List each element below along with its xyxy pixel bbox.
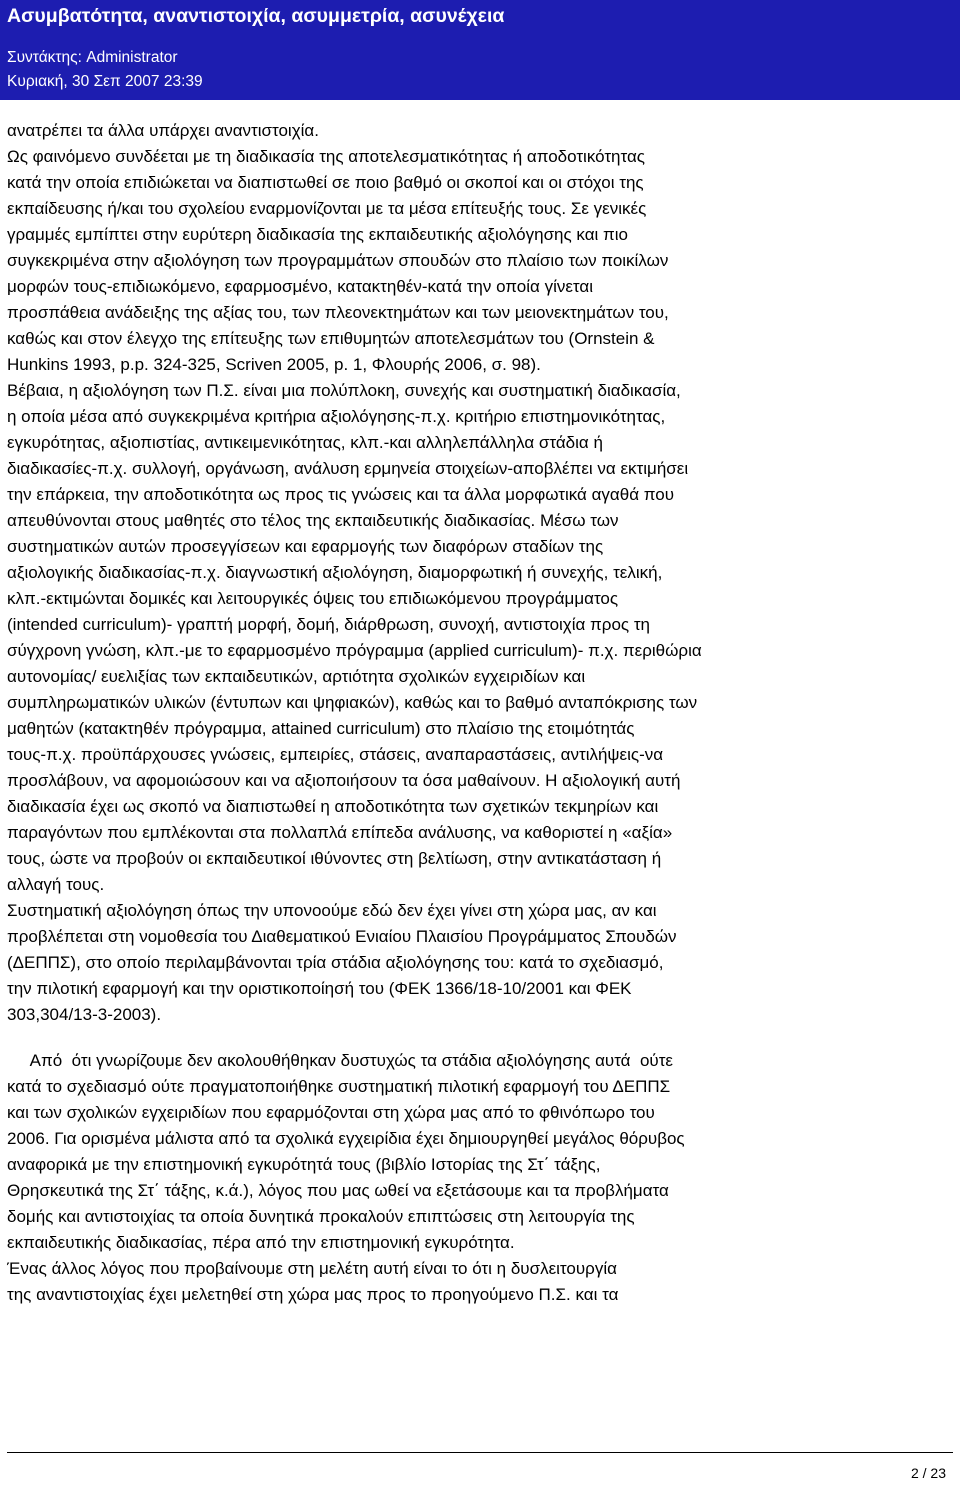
- text-line: εγκυρότητας, αξιοπιστίας, αντικειμενικότητας, κλπ.-και αλληλεπάλληλα στάδια ή: [7, 433, 603, 452]
- text-line: Θρησκευτικά της Στ΄ τάξης, κ.ά.), λόγος που μας ωθεί να εξετάσουμε και τα προβλήματα: [7, 1181, 669, 1200]
- text-line: Ως φαινόμενο συνδέεται με τη διαδικασία της αποτελεσματικότητας ή αποδοτικότητας: [7, 147, 645, 166]
- text-line: η οποία μέσα από συγκεκριμένα κριτήρια αξιολόγησης-π.χ. κριτήριο επιστημονικότητας,: [7, 407, 666, 426]
- text-line: την πιλοτική εφαρμογή και την οριστικοποίησή του (ΦΕΚ 1366/18-10/2001 και ΦΕΚ: [7, 979, 632, 998]
- text-line: κατά το σχεδιασμό ούτε πραγματοποιήθηκε συστηματική πιλοτική εφαρμογή του ΔΕΠΠΣ: [7, 1077, 671, 1096]
- text-block-1: [7, 118, 953, 1028]
- text-line: Βέβαια, η αξιολόγηση των Π.Σ. είναι μια πολύπλοκη, συνεχής και συστηματική διαδικασία,: [7, 381, 681, 400]
- text-line: Ένας άλλος λόγος που προβαίνουμε στη μελέτη αυτή είναι το ότι η δυσλειτουργία: [7, 1259, 617, 1278]
- article-date: Κυριακή, 30 Σεπ 2007 23:39: [7, 73, 203, 90]
- text-line: αναφορικά με την επιστημονική εγκυρότητά τους (βιβλίο Ιστορίας της Στ΄ τάξης,: [7, 1155, 601, 1174]
- text-line: Hunkins 1993, p.p. 324-325, Scriven 2005, p. 1, Φλουρής 2006, σ. 98).: [7, 355, 541, 374]
- text-line: αλλαγή τους.: [7, 875, 105, 894]
- text-line: εκπαιδευτικής διαδικασίας, πέρα από την επιστημονική εγκυρότητα.: [7, 1233, 515, 1252]
- text-line: μαθητών (κατακτηθέν πρόγραμμα, attained curriculum) στο πλαίσιο της ετοιμότητάς: [7, 719, 635, 738]
- text-line: (intended curriculum)- γραπτή μορφή, δομή, διάρθρωση, συνοχή, αντιστοιχία προς τη: [7, 615, 650, 634]
- text-line: απευθύνονται στους μαθητές στο τέλος της εκπαιδευτικής διαδικασίας. Μέσω των: [7, 511, 619, 530]
- text-line: προσλάβουν, να αφομοιώσουν και να αξιοποιήσουν τα όσα μαθαίνουν. Η αξιολογική αυτή: [7, 771, 681, 790]
- text-line: εκπαίδευσης ή/και του σχολείου εναρμονίζονται με τα μέσα επίτευξής τους. Σε γενικές: [7, 199, 647, 218]
- text-line: αξιολογικής διαδικασίας-π.χ. διαγνωστική αξιολόγηση, διαμορφωτική ή συνεχής, τελική,: [7, 563, 663, 582]
- text-line: συστηματικών αυτών προσεγγίσεων και εφαρμογής των διαφόρων σταδίων της: [7, 537, 604, 556]
- text-line: Συστηματική αξιολόγηση όπως την υπονοούμε εδώ δεν έχει γίνει στη χώρα μας, αν και: [7, 901, 657, 920]
- text-line: κλπ.-εκτιμώνται δομικές και λειτουργικές όψεις του επιδιωκόμενου προγράμματος: [7, 589, 619, 608]
- text-line: Από ότι γνωρίζουμε δεν ακολουθήθηκαν δυστυχώς τα στάδια αξιολόγησης αυτά ούτε: [7, 1051, 673, 1070]
- text-line: 2006. Για ορισμένα μάλιστα από τα σχολικά εγχειρίδια έχει δημιουργηθεί μεγάλος θόρυβος: [7, 1129, 685, 1148]
- text-line: την επάρκεια, την αποδοτικότητα ως προς τις γνώσεις και τα άλλα μορφωτικά αγαθά που: [7, 485, 675, 504]
- text-line: και των σχολικών εγχειριδίων που εφαρμόζονται στη χώρα μας από το φθινόπωρο του: [7, 1103, 655, 1122]
- text-line: αυτονομίας/ ευελιξίας των εκπαιδευτικών, αρτιότητα σχολικών εγχειριδίων και: [7, 667, 586, 686]
- text-line: διαδικασίες-π.χ. συλλογή, οργάνωση, ανάλυση ερμηνεία στοιχείων-αποβλέπει να εκτιμήσει: [7, 459, 689, 478]
- text-line: προσπάθεια ανάδειξης της αξίας του, των πλεονεκτημάτων και των μειονεκτημάτων του,: [7, 303, 669, 322]
- header-bar: [0, 0, 960, 100]
- text-line: παραγόντων που εμπλέκονται στα πολλαπλά επίπεδα ανάλυσης, να καθοριστεί η «αξία»: [7, 823, 673, 842]
- text-line: συγκεκριμένα στην αξιολόγηση των προγραμμάτων σπουδών στο πλαίσιο των ποικίλων: [7, 251, 669, 270]
- text-block-2: [7, 1048, 953, 1308]
- text-line: ανατρέπει τα άλλα υπάρχει αναντιστοιχία.: [7, 121, 319, 140]
- text-line: δομής και αντιστοιχίας τα οποία δυνητικά προκαλούν επιπτώσεις στη λειτουργία της: [7, 1207, 635, 1226]
- text-line: (ΔΕΠΠΣ), στο οποίο περιλαμβάνονται τρία στάδια αξιολόγησης του: κατά το σχεδιασμό,: [7, 953, 664, 972]
- text-line: 303,304/13-3-2003).: [7, 1005, 162, 1024]
- paragraph-gap: [7, 1028, 953, 1048]
- article-body: [7, 118, 953, 1308]
- text-line: διαδικασία έχει ως σκοπό να διαπιστωθεί η αποδοτικότητα των σχετικών τεκμηρίων και: [7, 797, 659, 816]
- text-line: συμπληρωματικών υλικών (έντυπων και ψηφιακών), καθώς και το βαθμό ανταπόκρισης των: [7, 693, 698, 712]
- article-author: Συντάκτης: Administrator: [7, 49, 178, 66]
- text-line: κατά την οποία επιδιώκεται να διαπιστωθεί σε ποιο βαθμό οι σκοποί και οι στόχοι της: [7, 173, 644, 192]
- text-line: τους-π.χ. προϋπάρχουσες γνώσεις, εμπειρίες, στάσεις, αναπαραστάσεις, αντιλήψεις-να: [7, 745, 664, 764]
- text-line: της αναντιστοιχίας έχει μελετηθεί στη χώρα μας προς το προηγούμενο Π.Σ. και τα: [7, 1285, 619, 1304]
- article-title: Ασυμβατότητα, αναντιστοιχία, ασυμμετρία, ασυνέχεια: [7, 5, 505, 27]
- text-line: μορφών τους-επιδιωκόμενο, εφαρμοσμένο, κατακτηθέν-κατά την οποία γίνεται: [7, 277, 594, 296]
- text-line: τους, ώστε να προβούν οι εκπαιδευτικοί ιθύνοντες στη βελτίωση, στην αντικατάσταση ή: [7, 849, 662, 868]
- text-line: προβλέπεται στη νομοθεσία του Διαθεματικού Ενιαίου Πλαισίου Προγράμματος Σπουδών: [7, 927, 677, 946]
- text-line: γραμμές εμπίπτει στην ευρύτερη διαδικασία της εκπαιδευτικής αξιολόγησης και πιο: [7, 225, 629, 244]
- text-line: σύγχρονη γνώση, κλπ.-με το εφαρμοσμένο πρόγραμμα (applied curriculum)- π.χ. περιθώρια: [7, 641, 702, 660]
- footer-divider: [7, 1452, 953, 1453]
- text-line: καθώς και στον έλεγχο της επίτευξης των επιθυμητών αποτελεσμάτων του (Ornstein &: [7, 329, 655, 348]
- page-number: 2 / 23: [910, 1465, 946, 1481]
